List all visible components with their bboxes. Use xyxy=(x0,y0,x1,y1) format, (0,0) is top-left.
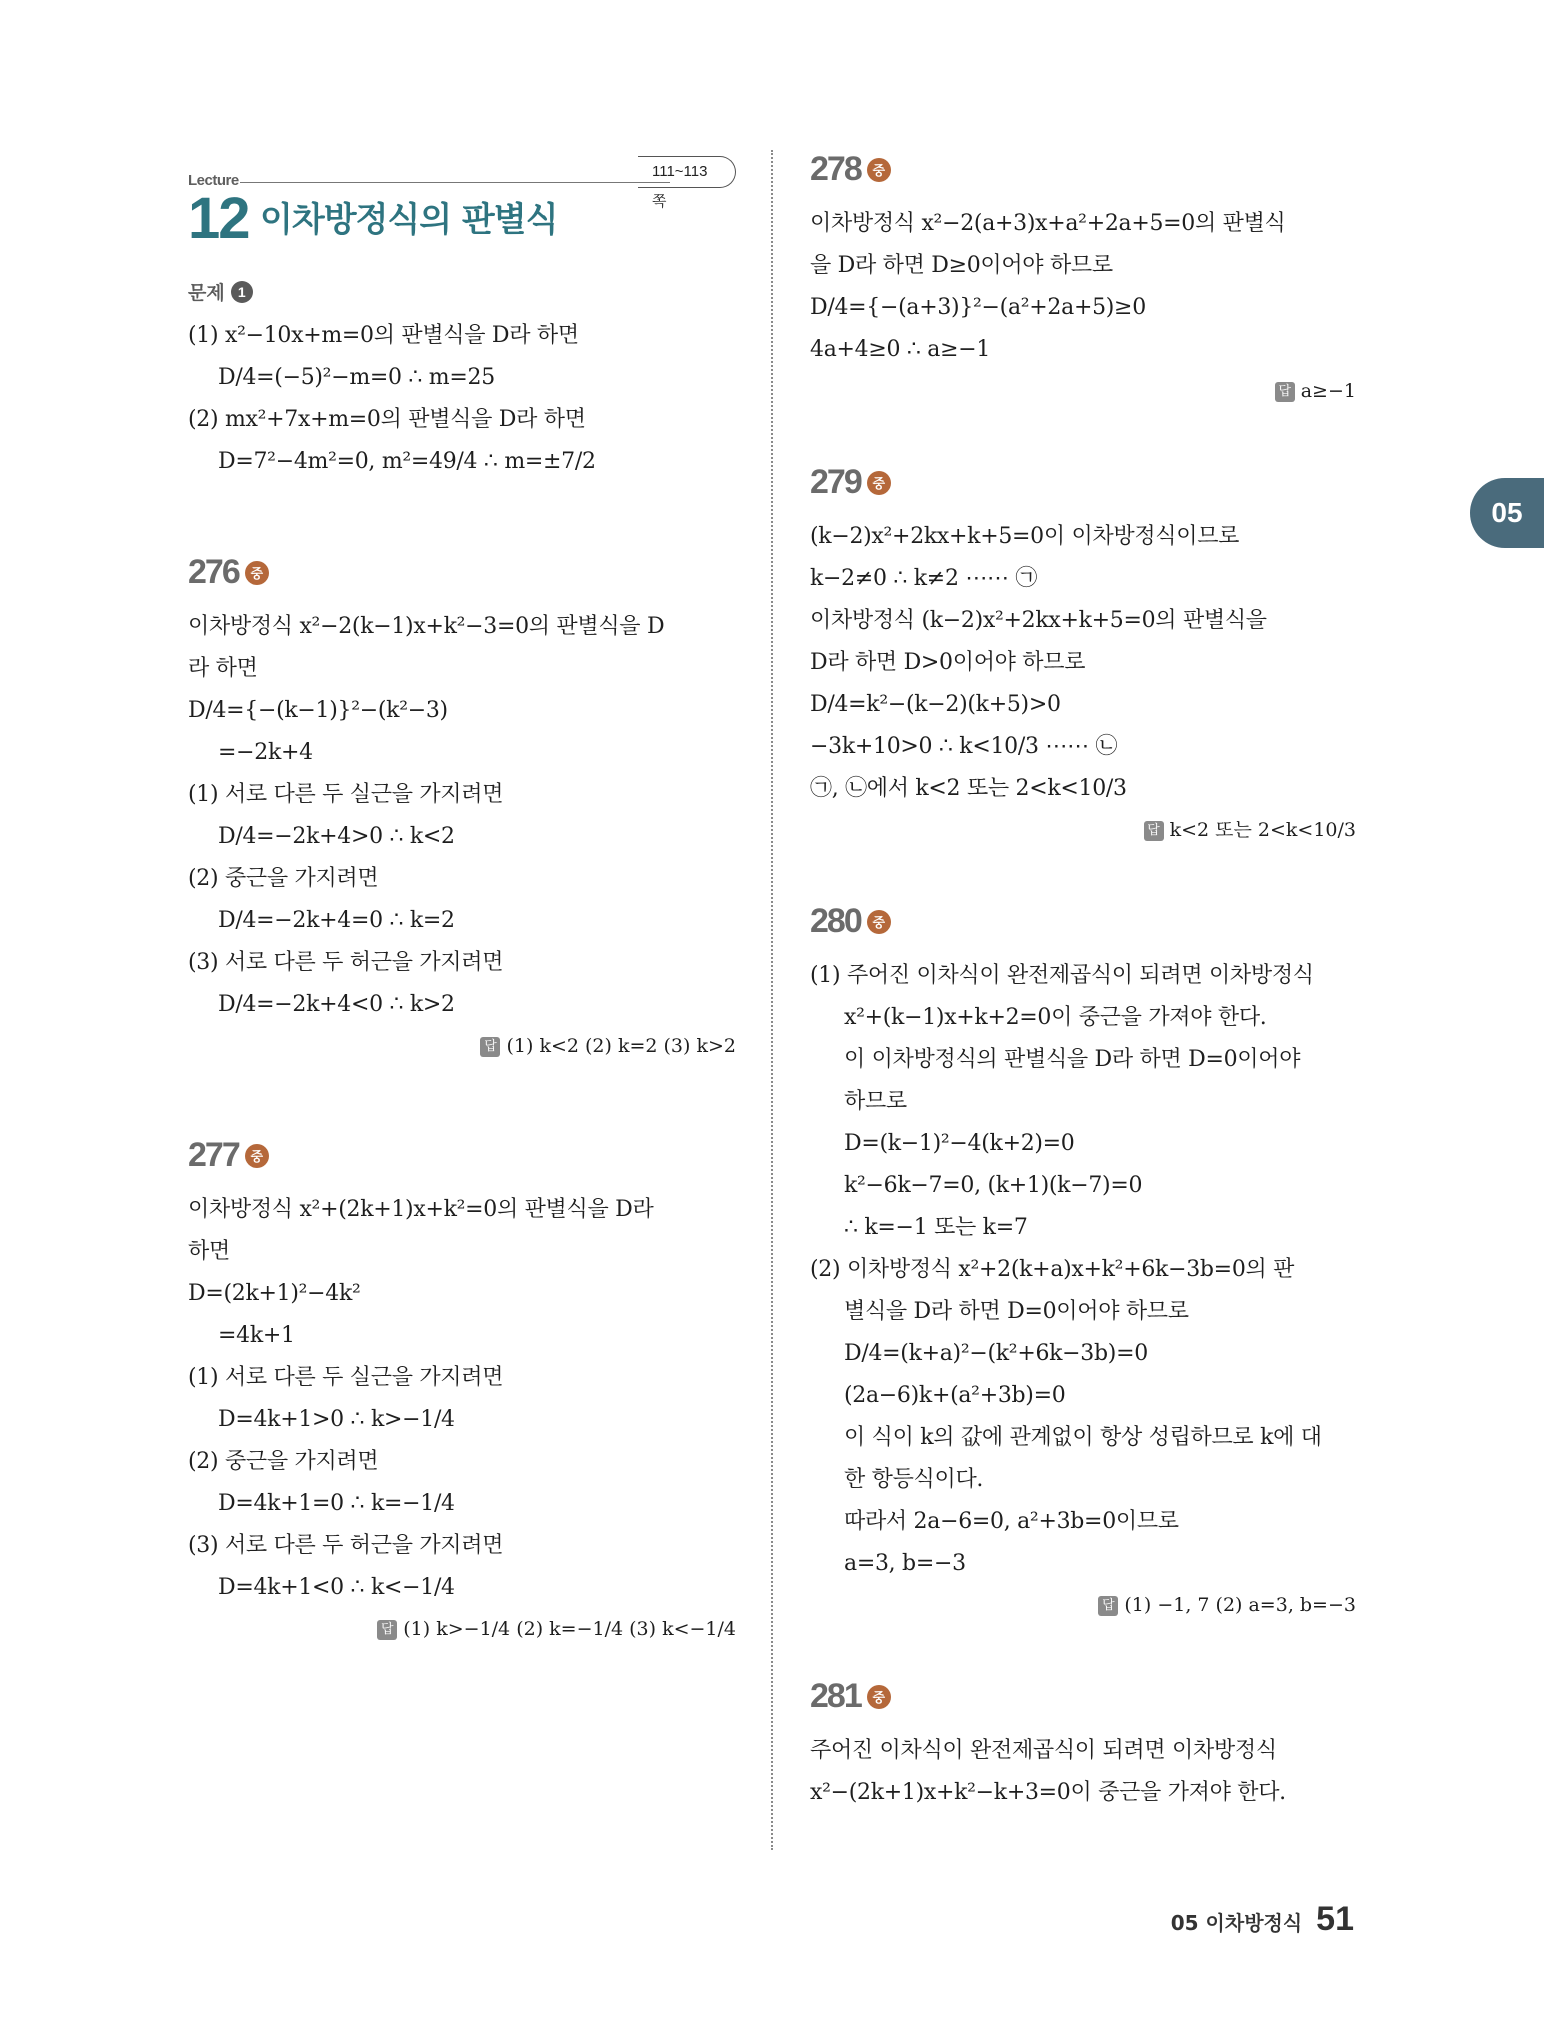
problem-276 xyxy=(188,553,736,1066)
problem-281-heading: 281 중 xyxy=(810,1677,1356,1716)
solution-line: D=4k+1=0 ∴ k=−1/4 xyxy=(218,1491,455,1516)
solution-line: 이 이차방정식의 판별식을 D라 하면 D=0이어야 xyxy=(844,1047,1301,1072)
difficulty-badge: 중 xyxy=(867,471,891,495)
solution-line: x²+(k−1)x+k+2=0이 중근을 가져야 한다. xyxy=(844,1005,1267,1030)
solution-line: ㉠, ㉡에서 k<2 또는 2<k<10/3 xyxy=(810,776,1127,801)
problem-278-heading: 278 중 xyxy=(810,150,1356,189)
solution-line: 별식을 D라 하면 D=0이어야 하므로 xyxy=(844,1299,1189,1324)
lecture-title: 이차방정식의 판별식 xyxy=(260,200,558,240)
page-range-pill: 111~113쪽 xyxy=(638,156,736,188)
solution-line: D=4k+1<0 ∴ k<−1/4 xyxy=(218,1575,455,1600)
answer-line: 답 a≥−1 xyxy=(810,371,1356,411)
problem-number-badge: 1 xyxy=(231,281,253,303)
solution-line: 한 항등식이다. xyxy=(844,1467,984,1492)
answer-line: 답 (1) k>−1/4 (2) k=−1/4 (3) k<−1/4 xyxy=(188,1609,736,1649)
solution-line: 이차방정식 (k−2)x²+2kx+k+5=0의 판별식을 xyxy=(810,608,1267,633)
footer-chapter: 05 이차방정식 xyxy=(1170,1911,1303,1935)
page-number: 51 xyxy=(1316,1900,1354,1938)
solution-line: (2a−6)k+(a²+3b)=0 xyxy=(844,1383,1066,1408)
solution-line: D=4k+1>0 ∴ k>−1/4 xyxy=(218,1407,455,1432)
answer-line: 답 (1) k<2 (2) k=2 (3) k>2 xyxy=(188,1026,736,1066)
solution-line: 하므로 xyxy=(844,1089,907,1114)
problem-277-heading: 277 중 xyxy=(188,1136,736,1175)
solution-line: 이 식이 k의 값에 관계없이 항상 성립하므로 k에 대 xyxy=(844,1425,1322,1450)
difficulty-badge: 중 xyxy=(867,910,891,934)
solution-line: D/4=−2k+4>0 ∴ k<2 xyxy=(218,824,455,849)
solution-line: (1) 서로 다른 두 실근을 가지려면 xyxy=(188,1365,504,1390)
solution-line: −3k+10>0 ∴ k<10/3 ⋯⋯ ㉡ xyxy=(810,734,1118,759)
solution-line: D=7²−4m²=0, m²=49/4 ∴ m=±7/2 xyxy=(218,449,596,474)
solution-line: D/4={−(a+3)}²−(a²+2a+5)≥0 xyxy=(810,295,1146,320)
lecture-word: Lecture xyxy=(188,172,239,189)
solution-line: 라 하면 xyxy=(188,656,258,681)
solution-line: 이차방정식 x²+(2k+1)x+k²=0의 판별식을 D라 xyxy=(188,1197,654,1222)
solution-line: a=3, b=−3 xyxy=(844,1551,966,1576)
page-footer xyxy=(1171,1900,1354,1939)
left-column xyxy=(188,150,736,1649)
solution-line: 이차방정식 x²−2(a+3)x+a²+2a+5=0의 판별식 xyxy=(810,211,1286,236)
difficulty-badge: 중 xyxy=(245,561,269,585)
problem-1-label: 문제 1 xyxy=(188,278,736,305)
answer-mark-icon: 답 xyxy=(1275,382,1295,402)
right-column xyxy=(810,150,1356,1814)
solution-line: (3) 서로 다른 두 허근을 가지려면 xyxy=(188,1533,504,1558)
solution-line: 따라서 2a−6=0, a²+3b=0이므로 xyxy=(844,1509,1179,1534)
solution-line: ∴ k=−1 또는 k=7 xyxy=(844,1215,1028,1240)
problem-276-heading: 276 중 xyxy=(188,553,736,592)
solution-line: 을 D라 하면 D≥0이어야 하므로 xyxy=(810,253,1113,278)
solution-line: k−2≠0 ∴ k≠2 ⋯⋯ ㉠ xyxy=(810,566,1038,591)
problem-280-heading: 280 중 xyxy=(810,902,1356,941)
lecture-rule xyxy=(240,182,670,183)
answer-mark-icon: 답 xyxy=(1098,1596,1118,1616)
column-divider xyxy=(771,150,773,1850)
answer-line: 답 k<2 또는 2<k<10/3 xyxy=(810,810,1356,850)
solution-line: (2) 이차방정식 x²+2(k+a)x+k²+6k−3b=0의 판 xyxy=(810,1257,1295,1282)
solution-line: k²−6k−7=0, (k+1)(k−7)=0 xyxy=(844,1173,1143,1198)
problem-277 xyxy=(188,1136,736,1649)
solution-line: (1) 서로 다른 두 실근을 가지려면 xyxy=(188,782,504,807)
solution-line: D=(2k+1)²−4k² xyxy=(188,1281,361,1306)
difficulty-badge: 중 xyxy=(245,1144,269,1168)
solution-line: 4a+4≥0 ∴ a≥−1 xyxy=(810,337,991,362)
solution-line: 하면 xyxy=(188,1239,230,1264)
answer-mark-icon: 답 xyxy=(377,1620,397,1640)
chapter-side-tab: 05 xyxy=(1470,478,1544,548)
lecture-header xyxy=(188,150,736,260)
difficulty-badge: 중 xyxy=(867,1685,891,1709)
problem-279-heading: 279 중 xyxy=(810,463,1356,502)
solution-line: (1) 주어진 이차식이 완전제곱식이 되려면 이차방정식 xyxy=(810,963,1314,988)
solution-line: (1) x²−10x+m=0의 판별식을 D라 하면 xyxy=(188,323,579,348)
problem-280 xyxy=(810,902,1356,1625)
solution-line: D/4=−2k+4<0 ∴ k>2 xyxy=(218,992,455,1017)
solution-line: D/4=−2k+4=0 ∴ k=2 xyxy=(218,908,455,933)
problem-278 xyxy=(810,150,1356,411)
answer-mark-icon: 답 xyxy=(1144,821,1164,841)
solution-line: x²−(2k+1)x+k²−k+3=0이 중근을 가져야 한다. xyxy=(810,1780,1286,1805)
solution-line: D/4=(−5)²−m=0 ∴ m=25 xyxy=(218,365,495,390)
difficulty-badge: 중 xyxy=(867,158,891,182)
solution-line: =4k+1 xyxy=(218,1323,295,1348)
solution-line: D/4={−(k−1)}²−(k²−3) xyxy=(188,698,448,723)
solution-line: D/4=(k+a)²−(k²+6k−3b)=0 xyxy=(844,1341,1148,1366)
solution-line: =−2k+4 xyxy=(218,740,313,765)
problem-279 xyxy=(810,463,1356,850)
solution-line: (2) 중근을 가지려면 xyxy=(188,1449,379,1474)
solution-line: 이차방정식 x²−2(k−1)x+k²−3=0의 판별식을 D xyxy=(188,614,665,639)
solution-line: (k−2)x²+2kx+k+5=0이 이차방정식이므로 xyxy=(810,524,1240,549)
problem-1 xyxy=(188,278,736,483)
solution-line: D/4=k²−(k−2)(k+5)>0 xyxy=(810,692,1061,717)
lecture-number: 12 xyxy=(188,186,249,251)
answer-line: 답 (1) −1, 7 (2) a=3, b=−3 xyxy=(810,1585,1356,1625)
problem-281 xyxy=(810,1677,1356,1814)
solution-line: (2) 중근을 가지려면 xyxy=(188,866,379,891)
solution-line: (3) 서로 다른 두 허근을 가지려면 xyxy=(188,950,504,975)
solution-line: 주어진 이차식이 완전제곱식이 되려면 이차방정식 xyxy=(810,1738,1277,1763)
solution-line: D=(k−1)²−4(k+2)=0 xyxy=(844,1131,1075,1156)
solution-line: (2) mx²+7x+m=0의 판별식을 D라 하면 xyxy=(188,407,586,432)
answer-mark-icon: 답 xyxy=(480,1037,500,1057)
solution-line: D라 하면 D>0이어야 하므로 xyxy=(810,650,1086,675)
